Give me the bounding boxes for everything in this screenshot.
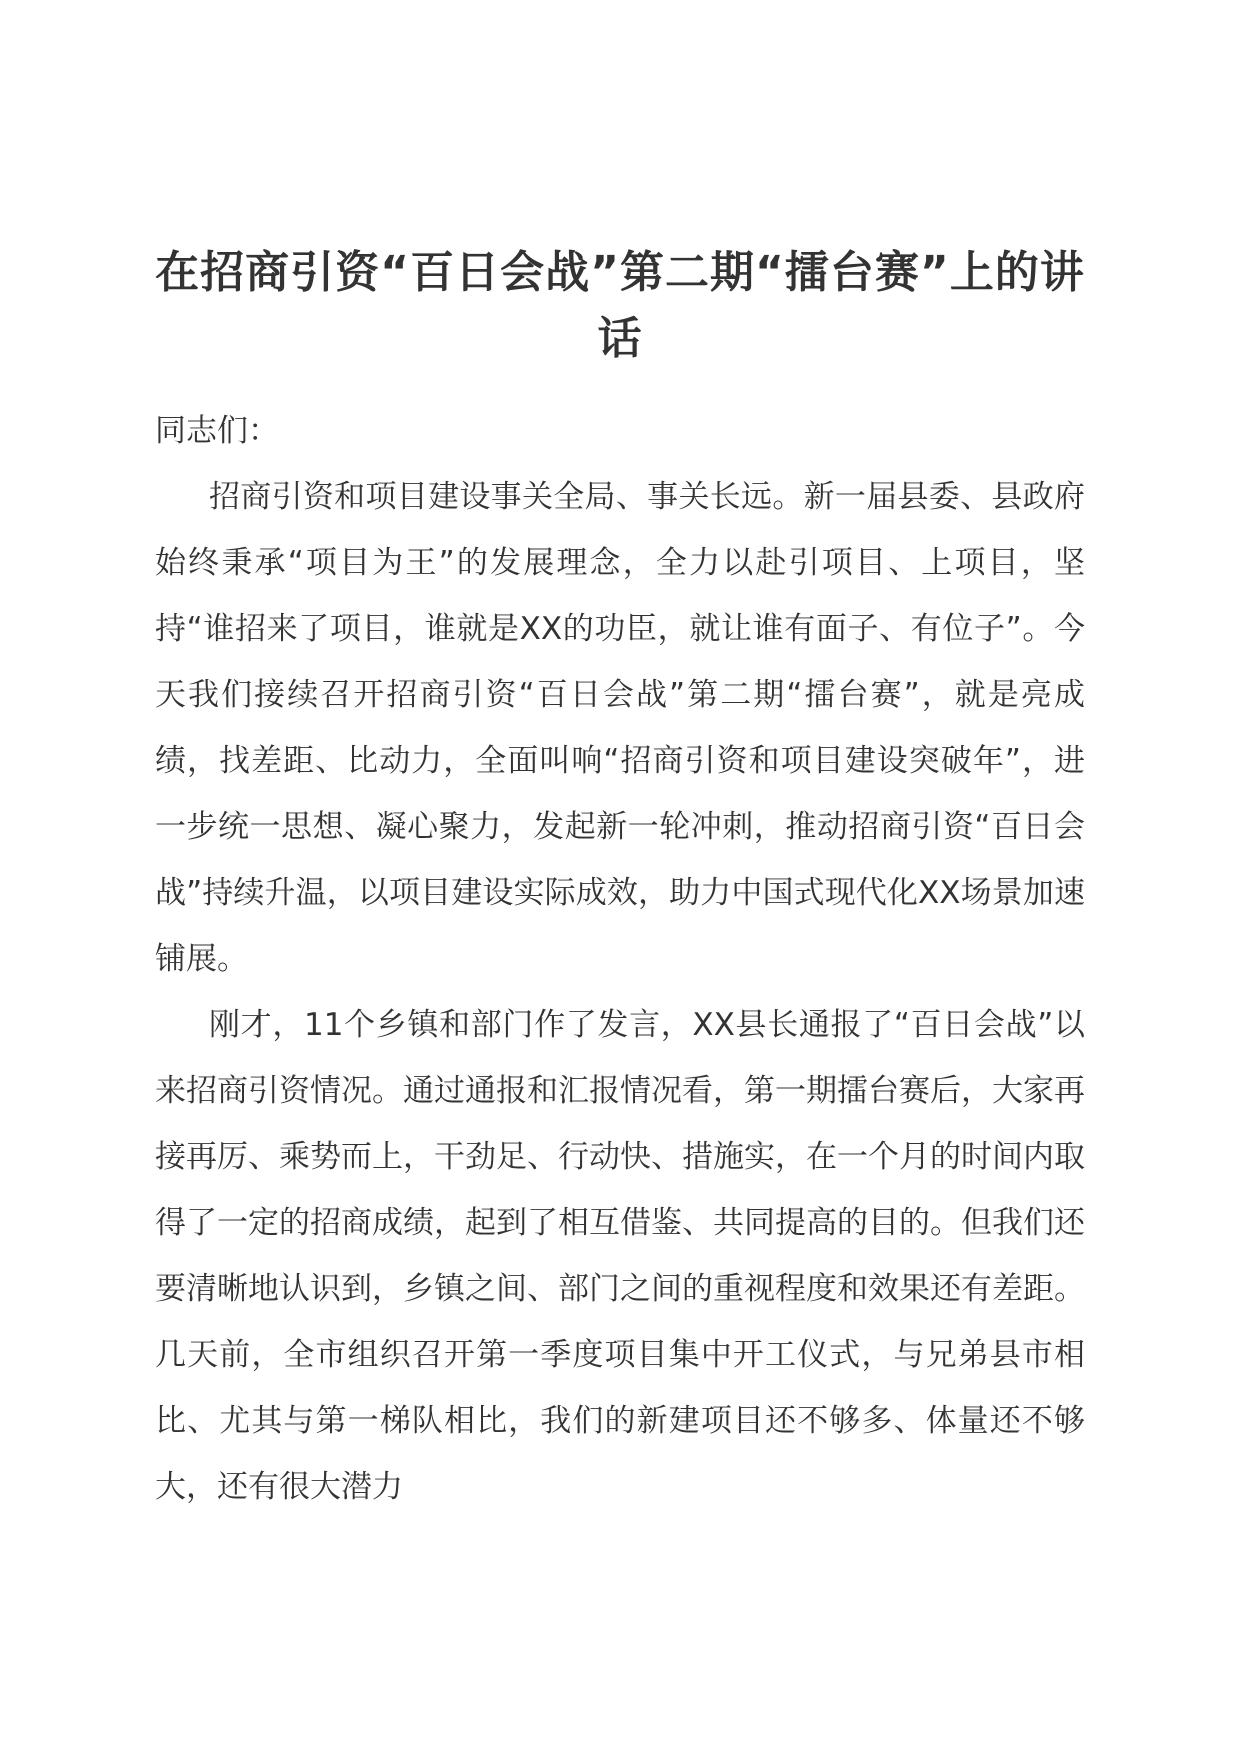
document-body xyxy=(155,398,1085,1520)
paragraph-2: 刚才，11个乡镇和部门作了发言，XX县长通报了“百日会战”以来招商引资情况。通过通报和汇报情况看，第一期擂台赛后，大家再接再厉、乘势而上，干劲足、行动快、措施实，在一个月的时间内取得了一定的招商成绩，起到了相互借鉴、共同提高的目的。但我们还要清晰地认识到，乡镇之间、部门之间的重视程度和效果还有差距。几天前，全市组织召开第一季度项目集中开工仪式，与兄弟县市相比、尤其与第一梯队相比，我们的新建项目还不够多、体量还不够大，还有很大潜力 xyxy=(155,1007,1085,1505)
paragraph-1: 招商引资和项目建设事关全局、事关长远。新一届县委、县政府始终秉承“项目为王”的发展理念，全力以赴引项目、上项目，坚持“谁招来了项目，谁就是XX的功臣，就让谁有面子、有位子”。今天我们接续召开招商引资“百日会战”第二期“擂台赛”，就是亮成绩，找差距、比动力，全面叫响“招商引资和项目建设突破年”，进一步统一思想、凝心聚力，发起新一轮冲刺，推动招商引资“百日会战”持续升温，以项目建设实际成效，助力中国式现代化XX场景加速铺展。 xyxy=(155,479,1085,977)
document-title: 在招商引资“百日会战”第二期“擂台赛”上的讲话 xyxy=(155,247,1085,364)
salutation: 同志们： xyxy=(155,413,279,449)
